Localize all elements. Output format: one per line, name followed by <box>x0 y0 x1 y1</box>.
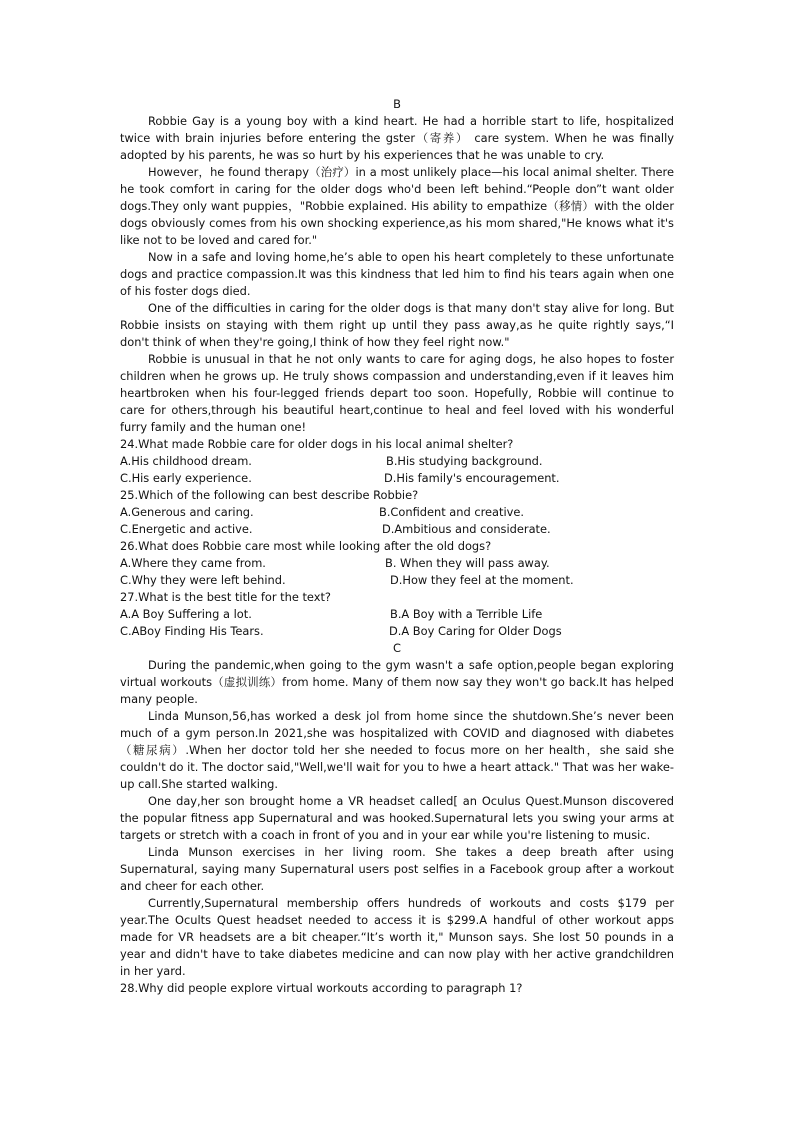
question-24-options-row-1 <box>120 453 674 470</box>
option-c: C.ABoy Finding His Tears. <box>120 624 264 638</box>
passage-c-paragraph-4: Linda Munson exercises in her living room. She takes a deep breath after using Supernatural, saying many Supernatural users post selfies in a Facebook group after a workout and cheer for each other. <box>120 845 674 893</box>
passage-c-label: C <box>393 641 401 655</box>
question-25-options-row-1 <box>120 504 674 521</box>
question-26-options-row-2 <box>120 572 674 589</box>
question-24-options-row-2 <box>120 470 674 487</box>
option-a: A.A Boy Suffering a lot. <box>120 607 252 621</box>
question-25: 25.Which of the following can best describe Robbie? <box>120 488 419 502</box>
passage-c-paragraph-3: One day,her son brought home a VR headset called[ an Oculus Quest.Munson discovered the popular fitness app Supernatural and was hooked.Supernatural lets you swing your arms at targets or stretch with a coach in front of you and in your ear while you're listening to music. <box>120 794 674 842</box>
passage-b-paragraph-2: However，he found therapy（治疗）in a most unlikely place—his local animal shelter. There he took comfort in caring for the older dogs who'd been left behind.“People don”t want older dogs.They only want puppies，"Robbie explained. His ability to empathize（移情）with the older dogs obviously comes from his own shocking experience,as his mom shared,"He knows what it's like not to be loved and cared for." <box>120 165 674 247</box>
option-a: A.Where they came from. <box>120 556 266 570</box>
option-c: C.Energetic and active. <box>120 522 253 536</box>
option-d: D.His family's encouragement. <box>384 471 560 485</box>
option-b: B. When they will pass away. <box>385 556 550 570</box>
question-27-options-row-1 <box>120 606 674 623</box>
document-page <box>120 96 674 997</box>
passage-b-paragraph-4: One of the difficulties in caring for the older dogs is that many don't stay alive for long. But Robbie insists on staying with them right up until they pass away,as he quite rightly says,“I don't think of when they're going,I think of how they feel right now." <box>120 301 674 349</box>
question-27-options-row-2 <box>120 623 674 640</box>
option-c: C.His early experience. <box>120 471 252 485</box>
passage-b-paragraph-5: Robbie is unusual in that he not only wants to care for aging dogs, he also hopes to foster children when he grows up. He truly shows compassion and understanding,even if it leaves him heartbroken when his four-legged friends depart too soon. Hopefully, Robbie will continue to care for others,through his beautiful heart,continue to heal and feel loved with his wonderful furry family and the human one! <box>120 352 674 434</box>
option-d: D.A Boy Caring for Older Dogs <box>389 624 562 638</box>
passage-c-paragraph-2: Linda Munson,56,has worked a desk jol from home since the shutdown.She’s never been much of a gym person.In 2021,she was hospitalized with COVID and diagnosed with diabetes（糖尿病）.When her doctor told her she needed to focus more on her health，she said she couldn't do it. The doctor said,"Well,we'll wait for you to hwe a heart attack." That was her wake-up call.She started walking. <box>120 709 674 791</box>
passage-b-paragraph-1: Robbie Gay is a young boy with a kind heart. He had a horrible start to life, hospitalized twice with brain injuries before entering the gster（寄养） care system. When he was finally adopted by his parents, he was so hurt by his experiences that he was unable to cry. <box>120 114 674 162</box>
option-b: B.A Boy with a Terrible Life <box>390 607 543 621</box>
option-d: D.How they feel at the moment. <box>390 573 574 587</box>
passage-b-label: B <box>393 97 401 111</box>
option-b: B.His studying background. <box>386 454 543 468</box>
question-26: 26.What does Robbie care most while looking after the old dogs? <box>120 539 492 553</box>
option-d: D.Ambitious and considerate. <box>382 522 551 536</box>
option-a: A.Generous and caring. <box>120 505 254 519</box>
option-a: A.His childhood dream. <box>120 454 252 468</box>
question-26-options-row-1 <box>120 555 674 572</box>
option-b: B.Confident and creative. <box>379 505 525 519</box>
passage-c-paragraph-5: Currently,Supernatural membership offers hundreds of workouts and costs $179 per year.The Ocults Quest headset needed to access it is $299.A handful of other workout apps made for VR headsets are a bit cheaper.“It’s worth it," Munson says. She lost 50 pounds in a year and didn't have to take diabetes medicine and can now play with her active grandchildren in her yard. <box>120 896 674 978</box>
question-27: 27.What is the best title for the text? <box>120 590 331 604</box>
question-24: 24.What made Robbie care for older dogs in his local animal shelter? <box>120 437 514 451</box>
question-25-options-row-2 <box>120 521 674 538</box>
passage-b-paragraph-3: Now in a safe and loving home,he’s able to open his heart completely to these unfortunate dogs and practice compassion.It was this kindness that led him to find his tears again when one of his foster dogs died. <box>120 250 674 298</box>
question-28: 28.Why did people explore virtual workouts according to paragraph 1? <box>120 981 523 995</box>
option-c: C.Why they were left behind. <box>120 573 286 587</box>
passage-c-paragraph-1: During the pandemic,when going to the gym wasn't a safe option,people began exploring virtual workouts（虚拟训练）from home. Many of them now say they won't go back.It has helped many people. <box>120 658 674 706</box>
